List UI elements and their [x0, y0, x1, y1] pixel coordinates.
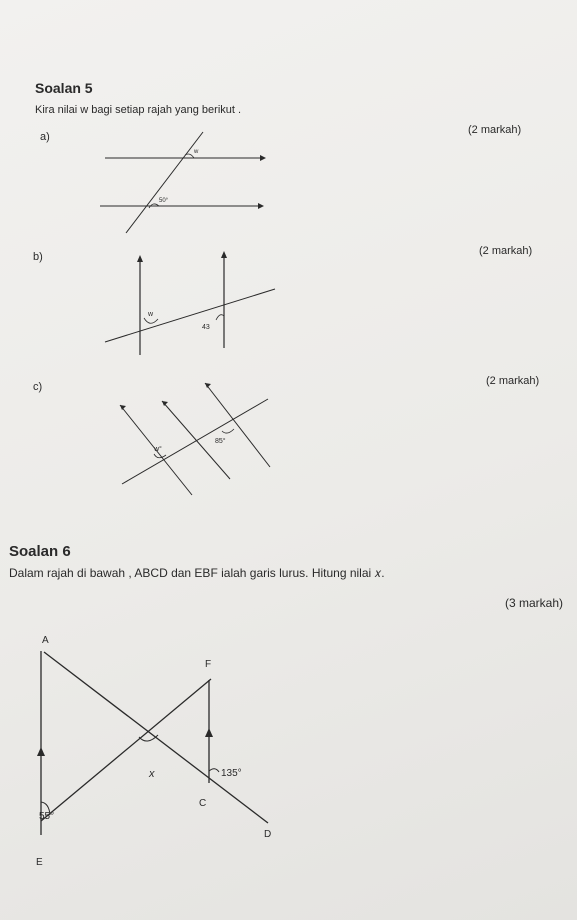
figure-5a [90, 120, 280, 240]
arrow-left-up [137, 255, 143, 262]
arrow-right-up [221, 251, 227, 258]
angle-85-label: 85° [215, 438, 226, 445]
part-c-marks: (2 markah) [486, 375, 540, 387]
arrow-bottom [258, 203, 264, 209]
figure-5c [110, 375, 280, 500]
question-6-title: Soalan 6 [9, 543, 71, 560]
part-b-label: b) [33, 251, 43, 263]
angle-arc-43 [216, 315, 224, 320]
arrow-AE [37, 747, 45, 756]
figure-6 [0, 625, 300, 880]
label-C: C [199, 798, 207, 809]
label-A: A [42, 635, 49, 646]
question-6-instruction: Dalam rajah di bawah , ABCD dan EBF ialah garis lurus. Hitung nilai 𝑥. [9, 566, 385, 580]
angle-55-label: 55° [39, 811, 55, 822]
angle-50-label: 50° [159, 198, 169, 204]
question-5-title: Soalan 5 [35, 80, 93, 96]
transversal-c [122, 399, 268, 484]
transversal-b [105, 289, 275, 342]
question-6-marks: (3 markah) [505, 596, 564, 610]
label-E: E [36, 857, 43, 868]
part-c-label: c) [33, 381, 43, 393]
part-a-marks: (2 markah) [468, 124, 522, 136]
angle-arc-w [185, 154, 194, 158]
angle-w-label: w [194, 149, 199, 155]
part-b-marks: (2 markah) [479, 245, 533, 257]
question-5-instruction: Kira nilai w bagi setiap rajah yang berikut . [35, 104, 242, 116]
angle-arc-x [139, 735, 158, 741]
label-F: F [205, 659, 212, 670]
angle-arc-85 [222, 429, 234, 433]
transversal-a [126, 132, 203, 233]
angle-arc-135 [209, 769, 219, 772]
arrow-top [260, 155, 266, 161]
arrow-2 [162, 401, 168, 406]
line-EBF [41, 679, 211, 821]
parallel-line-3 [205, 383, 270, 467]
angle-w-label: w° [154, 446, 162, 453]
angle-w-label: w [148, 311, 154, 318]
angle-43-label: 43 [202, 324, 210, 331]
arrow-FC [205, 728, 213, 737]
label-D: D [264, 829, 272, 840]
figure-5b [100, 250, 280, 360]
angle-x-label: x [149, 768, 155, 780]
angle-135-label: 135° [221, 768, 242, 779]
part-a-label: a) [40, 131, 50, 143]
angle-arc-w [144, 318, 158, 323]
